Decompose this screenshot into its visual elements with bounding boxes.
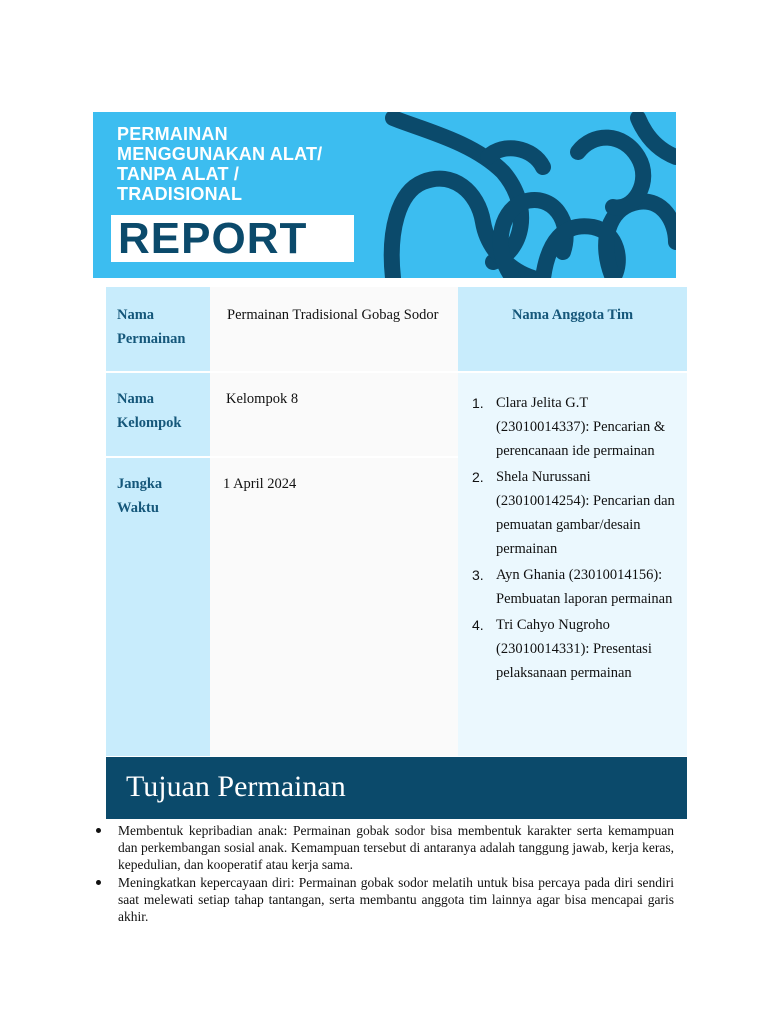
team-member-item: 4. Tri Cahyo Nugroho (23010014331): Presentasi pelaksanaan permainan bbox=[472, 617, 652, 681]
jangka-waktu-label-cell bbox=[106, 458, 210, 756]
tujuan-item: Meningkatkan kepercayaan diri: Permainan gobak sodor melatih untuk bisa percaya pada diri sendiri saat melewati setiap tahap tantangan, serta membantu anggota tim lainnya agar bisa mencapai garis akhir. bbox=[92, 874, 674, 925]
banner-title-line: TANPA ALAT / bbox=[117, 164, 240, 184]
nama-permainan-value-cell bbox=[210, 287, 458, 371]
nama-permainan-label-cell bbox=[106, 287, 210, 371]
nama-kelompok-value-cell bbox=[210, 373, 458, 456]
tujuan-heading: Tujuan Permainan bbox=[126, 770, 346, 803]
jangka-waktu-label: Jangka Waktu bbox=[117, 476, 163, 516]
info-table bbox=[106, 287, 687, 756]
team-member-item: 3. Ayn Ghania (23010014156): Pembuatan laporan permainan bbox=[472, 567, 673, 607]
nama-permainan-value: Permainan Tradisional Gobag Sodor bbox=[227, 307, 439, 323]
banner-title-line: MENGGUNAKAN ALAT/ bbox=[117, 144, 323, 164]
nama-permainan-label: Nama Permainan bbox=[117, 307, 186, 347]
tujuan-item: Membentuk kepribadian anak: Permainan gobak sodor bisa membentuk karakter serta kemampuan dan perkembangan sosial anak. Kemampuan tersebut di antaranya adalah tanggung jawab, kerja keras, kepedulian, dan kooperatif atau kerja sama. bbox=[92, 822, 674, 873]
bullet-icon bbox=[96, 828, 101, 833]
jangka-waktu-value-cell bbox=[210, 458, 458, 756]
tujuan-list bbox=[92, 822, 674, 926]
jangka-waktu-value: 1 April 2024 bbox=[223, 476, 297, 492]
team-members-cell bbox=[458, 373, 687, 756]
report-banner bbox=[93, 112, 676, 278]
bullet-icon bbox=[96, 880, 101, 885]
banner-title-line: PERMAINAN bbox=[117, 124, 228, 144]
team-members-list bbox=[470, 391, 675, 687]
nama-kelompok-label: Nama Kelompok bbox=[117, 391, 182, 431]
team-member-item: 1. Clara Jelita G.T (23010014337): Pencarian & perencanaan ide permainan bbox=[472, 395, 666, 459]
tujuan-heading-bar bbox=[106, 757, 687, 819]
team-member-item: 2. Shela Nurussani (23010014254): Pencarian dan pemuatan gambar/desain permainan bbox=[472, 469, 675, 557]
report-label-box bbox=[111, 215, 354, 262]
nama-kelompok-value: Kelompok 8 bbox=[226, 391, 299, 407]
team-header-cell bbox=[458, 287, 687, 371]
nama-kelompok-label-cell bbox=[106, 373, 210, 456]
team-header: Nama Anggota Tim bbox=[511, 307, 634, 323]
report-label: REPORT bbox=[118, 214, 308, 263]
banner-title-line: TRADISIONAL bbox=[117, 184, 243, 204]
banner-title bbox=[117, 124, 322, 204]
